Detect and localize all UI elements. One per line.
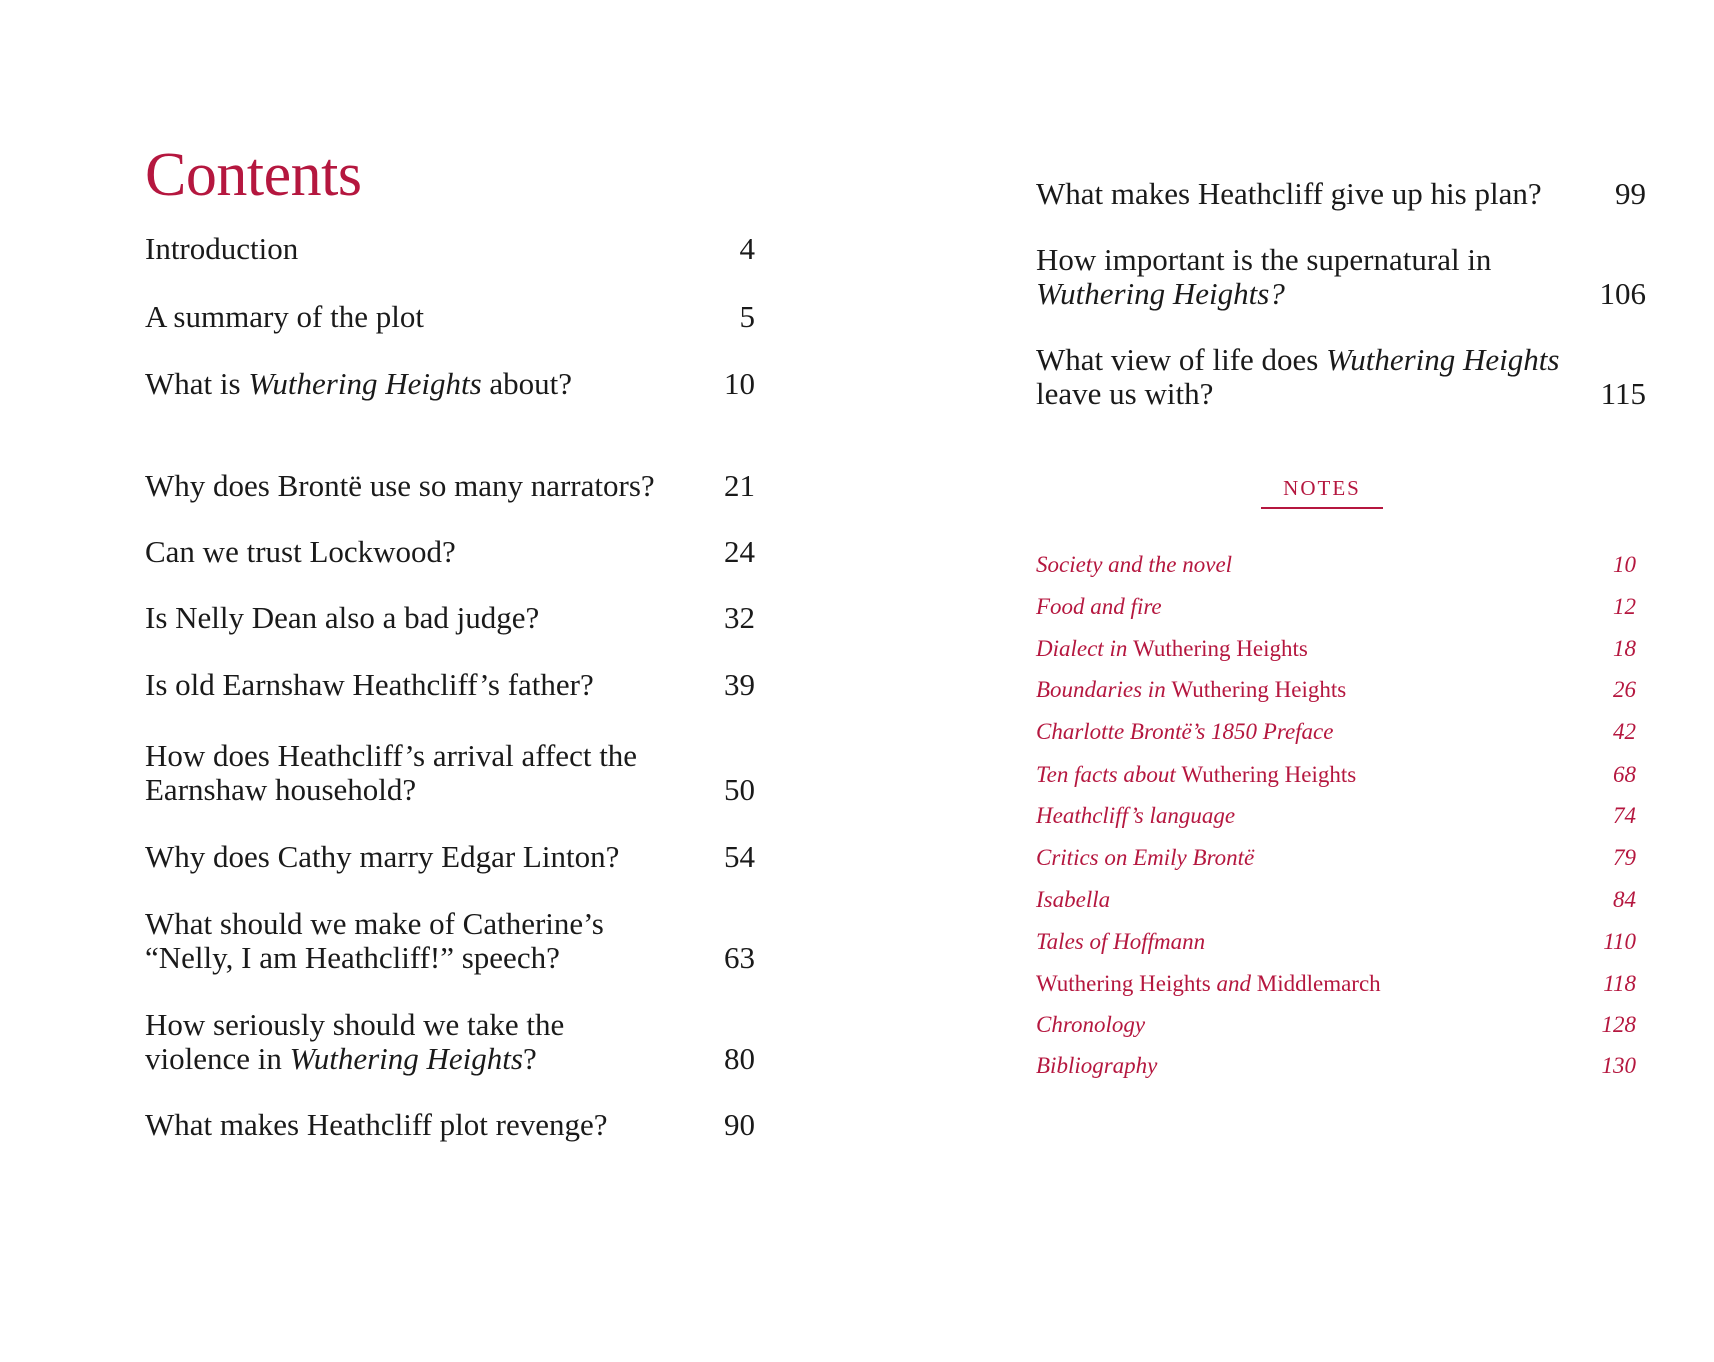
toc-entry[interactable]: [145, 300, 755, 334]
title-segment: How important is the supernatural in: [1036, 242, 1492, 277]
toc-entry-title: [145, 739, 675, 807]
note-entry[interactable]: [1036, 928, 1636, 956]
title-segment: What makes Heathcliff give up his plan?: [1036, 176, 1542, 211]
toc-entry-page: 90: [724, 1107, 755, 1142]
title-segment: Bibliography: [1036, 1053, 1158, 1078]
note-entry[interactable]: [1036, 761, 1636, 789]
toc-entry[interactable]: [1036, 143, 1646, 211]
title-segment: Boundaries in: [1036, 677, 1172, 702]
title-segment: Wuthering Heights: [289, 1041, 523, 1076]
toc-entry-title: [145, 601, 675, 635]
toc-entry[interactable]: [145, 435, 755, 503]
note-entry-title: [1036, 1052, 1157, 1080]
note-entry-page: 10: [1613, 552, 1636, 577]
toc-entry[interactable]: [145, 232, 755, 266]
note-entry[interactable]: [1036, 718, 1636, 746]
title-segment: Wuthering Heights: [248, 366, 482, 401]
title-segment: What is: [145, 366, 249, 401]
note-entry[interactable]: [1036, 551, 1636, 579]
title-segment: Wuthering Heights: [1181, 762, 1357, 787]
title-segment: Dialect in: [1036, 636, 1134, 661]
toc-entry-page: 115: [1600, 376, 1646, 411]
toc-entry-title: [145, 367, 675, 401]
toc-entry-title: [1036, 243, 1566, 311]
toc-entry[interactable]: [145, 367, 755, 401]
toc-entry[interactable]: [145, 907, 755, 975]
note-entry-title: [1036, 1011, 1145, 1039]
toc-entry-page: 32: [724, 600, 755, 635]
title-segment: Why does Brontë use so many narrators?: [145, 468, 655, 503]
title-segment: Can we trust Lockwood?: [145, 534, 456, 569]
note-entry-title: [1036, 802, 1235, 830]
note-entry[interactable]: [1036, 802, 1636, 830]
title-segment: Wuthering Heights: [1171, 677, 1347, 702]
toc-entry-page: 4: [739, 231, 755, 266]
note-entry-title: [1036, 886, 1110, 914]
toc-entry[interactable]: [145, 668, 755, 702]
toc-entry-title: [145, 300, 675, 334]
title-segment: Tales of Hoffmann: [1036, 929, 1206, 954]
toc-entry-title: [1036, 177, 1566, 211]
toc-entry[interactable]: [145, 735, 755, 807]
toc-entry-page: 24: [724, 534, 755, 569]
note-entry[interactable]: [1036, 844, 1636, 872]
note-entry[interactable]: [1036, 886, 1636, 914]
title-segment: Is old Earnshaw Heathcliff’s father?: [145, 667, 594, 702]
toc-entry[interactable]: [145, 840, 755, 874]
toc-entry[interactable]: [145, 535, 755, 569]
page-title: Contents: [145, 141, 362, 209]
toc-entry[interactable]: [145, 1108, 755, 1142]
toc-entry-title: [145, 907, 675, 975]
note-entry[interactable]: [1036, 676, 1636, 704]
title-segment: Food and fire: [1036, 594, 1162, 619]
note-entry[interactable]: [1036, 970, 1636, 998]
toc-entry-title: [145, 232, 675, 266]
note-entry-title: [1036, 593, 1162, 621]
note-entry-page: 110: [1603, 929, 1636, 954]
title-segment: Society and the novel: [1036, 552, 1233, 577]
toc-entry[interactable]: [1036, 243, 1646, 311]
title-segment: How does Heathcliff’s arrival affect the Earnshaw household?: [145, 738, 638, 807]
title-segment: Wuthering Heights: [1326, 342, 1560, 377]
title-segment: Introduction: [145, 231, 299, 266]
title-segment: Isabella: [1036, 887, 1111, 912]
note-entry[interactable]: [1036, 593, 1636, 621]
toc-entry-page: 5: [739, 299, 755, 334]
note-entry-page: 68: [1613, 762, 1636, 787]
title-segment: ?: [522, 1041, 537, 1076]
note-entry-page: 74: [1613, 803, 1636, 828]
title-segment: What view of life does: [1036, 342, 1327, 377]
note-entry-title: [1036, 844, 1254, 872]
note-entry-page: 79: [1613, 845, 1636, 870]
note-entry-page: 26: [1613, 677, 1636, 702]
toc-entry-title: [145, 1108, 675, 1142]
note-entry-page: 130: [1601, 1053, 1636, 1078]
note-entry[interactable]: [1036, 1011, 1636, 1039]
toc-entry[interactable]: [145, 601, 755, 635]
title-segment: Middlemarch: [1256, 971, 1381, 996]
note-entry-title: [1036, 676, 1346, 704]
toc-entry-page: 39: [724, 667, 755, 702]
note-entry-page: 42: [1613, 719, 1636, 744]
toc-entry-title: [1036, 343, 1566, 411]
title-segment: Wuthering Heights?: [1036, 276, 1285, 311]
note-entry-page: 118: [1603, 971, 1636, 996]
title-segment: A summary of the plot: [145, 299, 424, 334]
title-segment: Charlotte Brontë’s 1850 Preface: [1036, 719, 1334, 744]
toc-entry-title: [145, 469, 675, 503]
title-segment: and: [1210, 971, 1257, 996]
toc-entry-title: [145, 668, 675, 702]
title-segment: leave us with?: [1036, 376, 1214, 411]
note-entry-title: [1036, 928, 1205, 956]
toc-entry-page: 63: [724, 940, 755, 975]
note-entry-title: [1036, 718, 1333, 746]
note-entry[interactable]: [1036, 1052, 1636, 1080]
title-segment: Chronology: [1036, 1012, 1146, 1037]
note-entry-page: 12: [1613, 594, 1636, 619]
toc-entry-page: 50: [724, 772, 755, 807]
note-entry-title: [1036, 635, 1308, 663]
toc-entry-title: [145, 535, 675, 569]
title-segment: What should we make of Catherine’s “Nelly, I am Heathcliff!” speech?: [145, 906, 604, 975]
title-segment: How seriously should we take the violence in: [145, 1007, 565, 1076]
toc-entry-page: 106: [1599, 276, 1646, 311]
note-entry-page: 84: [1613, 887, 1636, 912]
toc-entry-page: 21: [724, 468, 755, 503]
title-segment: Wuthering Heights: [1036, 971, 1211, 996]
toc-entry[interactable]: [1036, 343, 1646, 411]
toc-entry-page: 80: [724, 1041, 755, 1076]
note-entry-page: 18: [1613, 636, 1636, 661]
title-segment: Why does Cathy marry Edgar Linton?: [145, 839, 620, 874]
title-segment: Is Nelly Dean also a bad judge?: [145, 600, 540, 635]
title-segment: Ten facts about: [1036, 762, 1182, 787]
title-segment: Heathcliff’s language: [1036, 803, 1236, 828]
toc-entry-page: 99: [1615, 176, 1646, 211]
note-entry-page: 128: [1601, 1012, 1636, 1037]
title-segment: about?: [481, 366, 573, 401]
note-entry[interactable]: [1036, 635, 1636, 663]
title-segment: Critics on Emily Brontë: [1036, 845, 1255, 870]
toc-entry-title: [145, 1008, 675, 1076]
toc-entry-page: 54: [724, 839, 755, 874]
toc-entry-title: [145, 840, 675, 874]
notes-heading: NOTES: [1261, 476, 1383, 509]
toc-entry-page: 10: [724, 366, 755, 401]
note-entry-title: [1036, 761, 1356, 789]
title-segment: Wuthering Heights: [1133, 636, 1308, 661]
note-entry-title: [1036, 551, 1232, 579]
note-entry-title: [1036, 970, 1381, 998]
toc-entry[interactable]: [145, 1008, 755, 1076]
title-segment: What makes Heathcliff plot revenge?: [145, 1107, 608, 1142]
